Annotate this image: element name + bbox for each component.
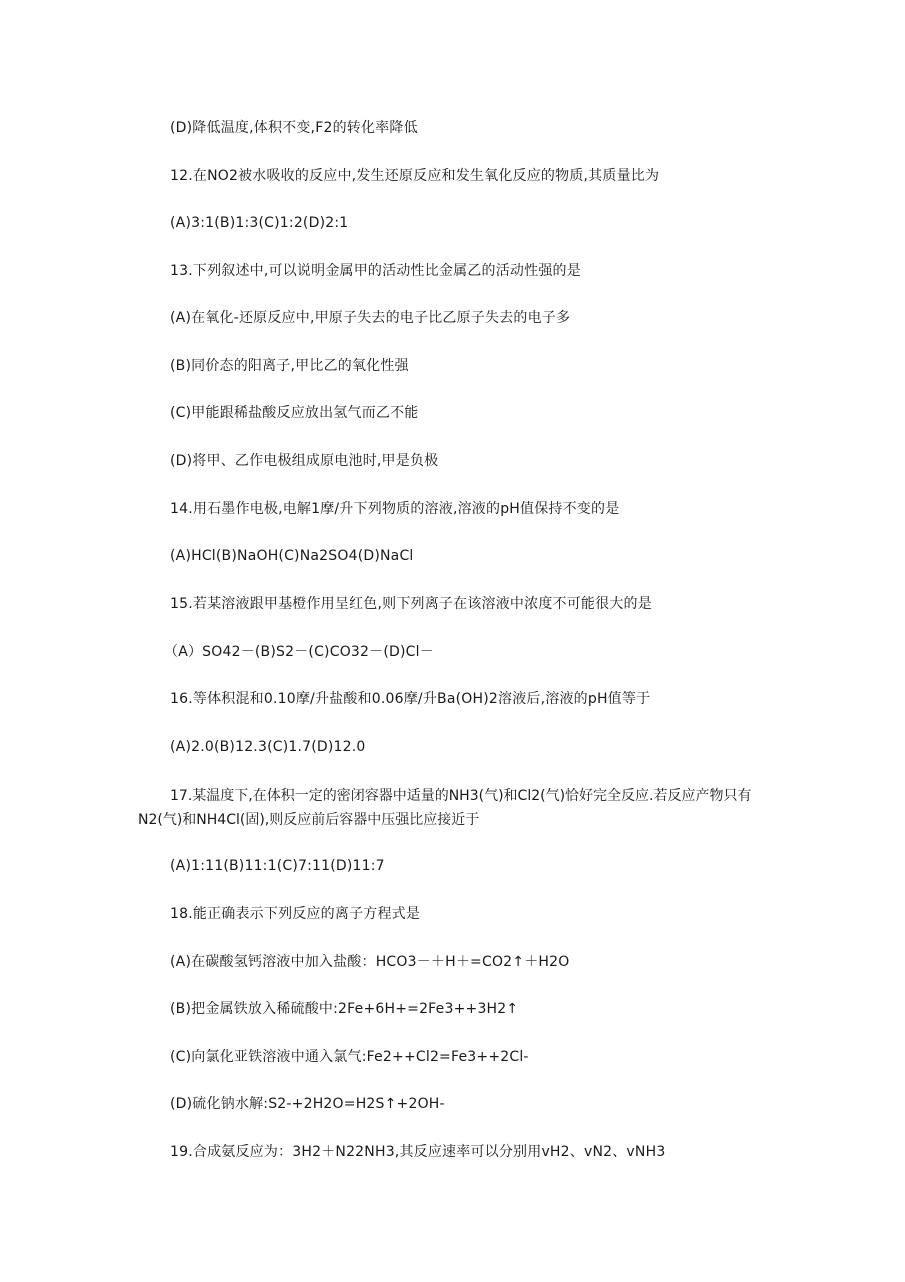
question-14: 14.用石墨作电极,电解1摩/升下列物质的溶液,溶液的pH值保持不变的是	[170, 501, 620, 517]
question-17: 17.某温度下,在体积一定的密闭容器中适量的NH3(气)和Cl2(气)恰好完全反应.若反应产物只有N2(气)和NH4Cl(固),则反应前后容器中压强比应接近于	[138, 788, 752, 828]
option-13-a: (A)在氧化-还原反应中,甲原子失去的电子比乙原子失去的电子多	[170, 310, 571, 326]
question-16: 16.等体积混和0.10摩/升盐酸和0.06摩/升Ba(OH)2溶液后,溶液的pH值等于	[170, 691, 651, 707]
option-18-c: (C)向氯化亚铁溶液中通入氯气:Fe2++Cl2=Fe3++2Cl-	[170, 1049, 529, 1065]
question-13: 13.下列叙述中,可以说明金属甲的活动性比金属乙的活动性强的是	[170, 263, 581, 279]
question-12: 12.在NO2被水吸收的反应中,发生还原反应和发生氧化反应的物质,其质量比为	[170, 168, 660, 184]
question-16-options: (A)2.0(B)12.3(C)1.7(D)12.0	[170, 739, 366, 755]
question-15-options: （A）SO42－(B)S2－(C)CO32－(D)Cl－	[164, 644, 434, 660]
option-18-d: (D)硫化钠水解:S2-+2H2O=H2S↑+2OH-	[170, 1096, 445, 1112]
question-19: 19.合成氨反应为：3H2＋N22NH3,其反应速率可以分别用vH2、vN2、vNH3	[170, 1144, 666, 1160]
option-18-b: (B)把金属铁放入稀硫酸中:2Fe+6H+=2Fe3++3H2↑	[170, 1001, 519, 1017]
question-12-options: (A)3:1(B)1:3(C)1:2(D)2:1	[170, 215, 349, 231]
option-18-a: (A)在碳酸氢钙溶液中加入盐酸：HCO3－＋H＋=CO2↑＋H2O	[170, 954, 570, 970]
option-11-d: (D)降低温度,体积不变,F2的转化率降低	[170, 120, 418, 136]
option-13-d: (D)将甲、乙作电极组成原电池时,甲是负极	[170, 453, 439, 469]
option-13-b: (B)同价态的阳离子,甲比乙的氧化性强	[170, 358, 409, 374]
question-18: 18.能正确表示下列反应的离子方程式是	[170, 906, 421, 922]
question-15: 15.若某溶液跟甲基橙作用呈红色,则下列离子在该溶液中浓度不可能很大的是	[170, 596, 652, 612]
question-14-options: (A)HCl(B)NaOH(C)Na2SO4(D)NaCl	[170, 548, 414, 564]
option-13-c: (C)甲能跟稀盐酸反应放出氢气而乙不能	[170, 405, 419, 421]
question-17-options: (A)1:11(B)11:1(C)7:11(D)11:7	[170, 858, 385, 874]
